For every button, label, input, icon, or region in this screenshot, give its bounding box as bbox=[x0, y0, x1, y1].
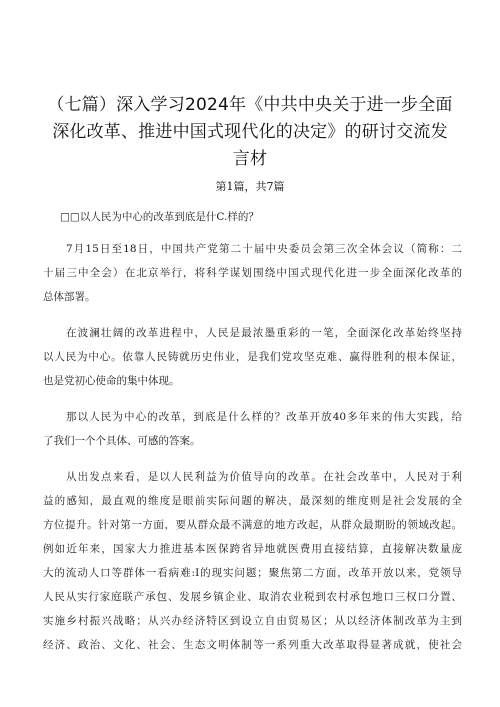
paragraph-line: 方位提升。针对第一方面，要从群众最不满意的地方改起，从群众最期盼的领域改起。 bbox=[43, 519, 462, 531]
paragraph-line: 7月15日至18日，中国共产党第二十届中央委员会第三次全体会议（简称：二 bbox=[66, 243, 462, 255]
paragraph-line: 例如近年来，国家大力推进基本医保跨省异地就医费用直接结算，直接解决数量庞 bbox=[43, 543, 462, 555]
paragraph-line: 以人民为中心。依靠人民铸就历史伟业，是我们党攻坚克难、赢得胜利的根本保证， bbox=[43, 351, 462, 363]
paragraph-line: 人民从实行家庭联产承包、发展乡镇企业、取消农业税到农村承包地口三权口分置、 bbox=[43, 591, 462, 603]
paragraph-line: 经济、政治、文化、社会、生态文明体制等一系列重大改革取得显著成就，使社会 bbox=[43, 639, 462, 651]
title-line: （七篇）深入学习2024年《中共中央关于进一步全面 bbox=[47, 95, 453, 115]
part-heading: 第1篇，共7篇 bbox=[215, 180, 285, 193]
paragraph-line: 总体部署。 bbox=[43, 291, 96, 303]
paragraph-line: 在波澜壮阔的改革进程中，人民是最浓墨重彩的一笔，全面深化改革始终坚持 bbox=[66, 327, 462, 339]
paragraph-line: 益的感知，最直观的维度是眼前实际问题的解决，最深刻的维度则是社会发展的全 bbox=[43, 495, 462, 507]
paragraph-line: 十届三中全会）在北京举行，将科学谋划围绕中国式现代化进一步全面深化改革的 bbox=[43, 267, 462, 279]
title-line: 深化改革、推进中国式现代化的决定》的研讨交流发 bbox=[52, 122, 448, 142]
section-subtitle: □□以人民为中心的改革到底是什C.样的？ bbox=[60, 211, 259, 223]
paragraph-line: 从出发点来看，是以人民利益为价值导向的改革。在社会改革中，人民对于利 bbox=[66, 471, 462, 483]
paragraph-line: 大的流动人口等群体一看病难:I的现实问题；聚焦第二方面，改革开放以来，党领导 bbox=[43, 567, 462, 579]
paragraph-line: 也是党初心使命的集中体现。 bbox=[43, 375, 180, 387]
paragraph-line: 了我们一个个具体、可感的答案。 bbox=[43, 435, 201, 447]
title-line: 言材 bbox=[232, 149, 268, 169]
paragraph-line: 实施乡村振兴战略；从兴办经济特区到设立自由贸易区；从以经济体制改革为主到 bbox=[43, 615, 462, 627]
document-title bbox=[40, 92, 460, 173]
paragraph-line: 那以人民为中心的改革，到底是什么样的？改革开放40多年来的伟大实践，给 bbox=[66, 411, 462, 423]
